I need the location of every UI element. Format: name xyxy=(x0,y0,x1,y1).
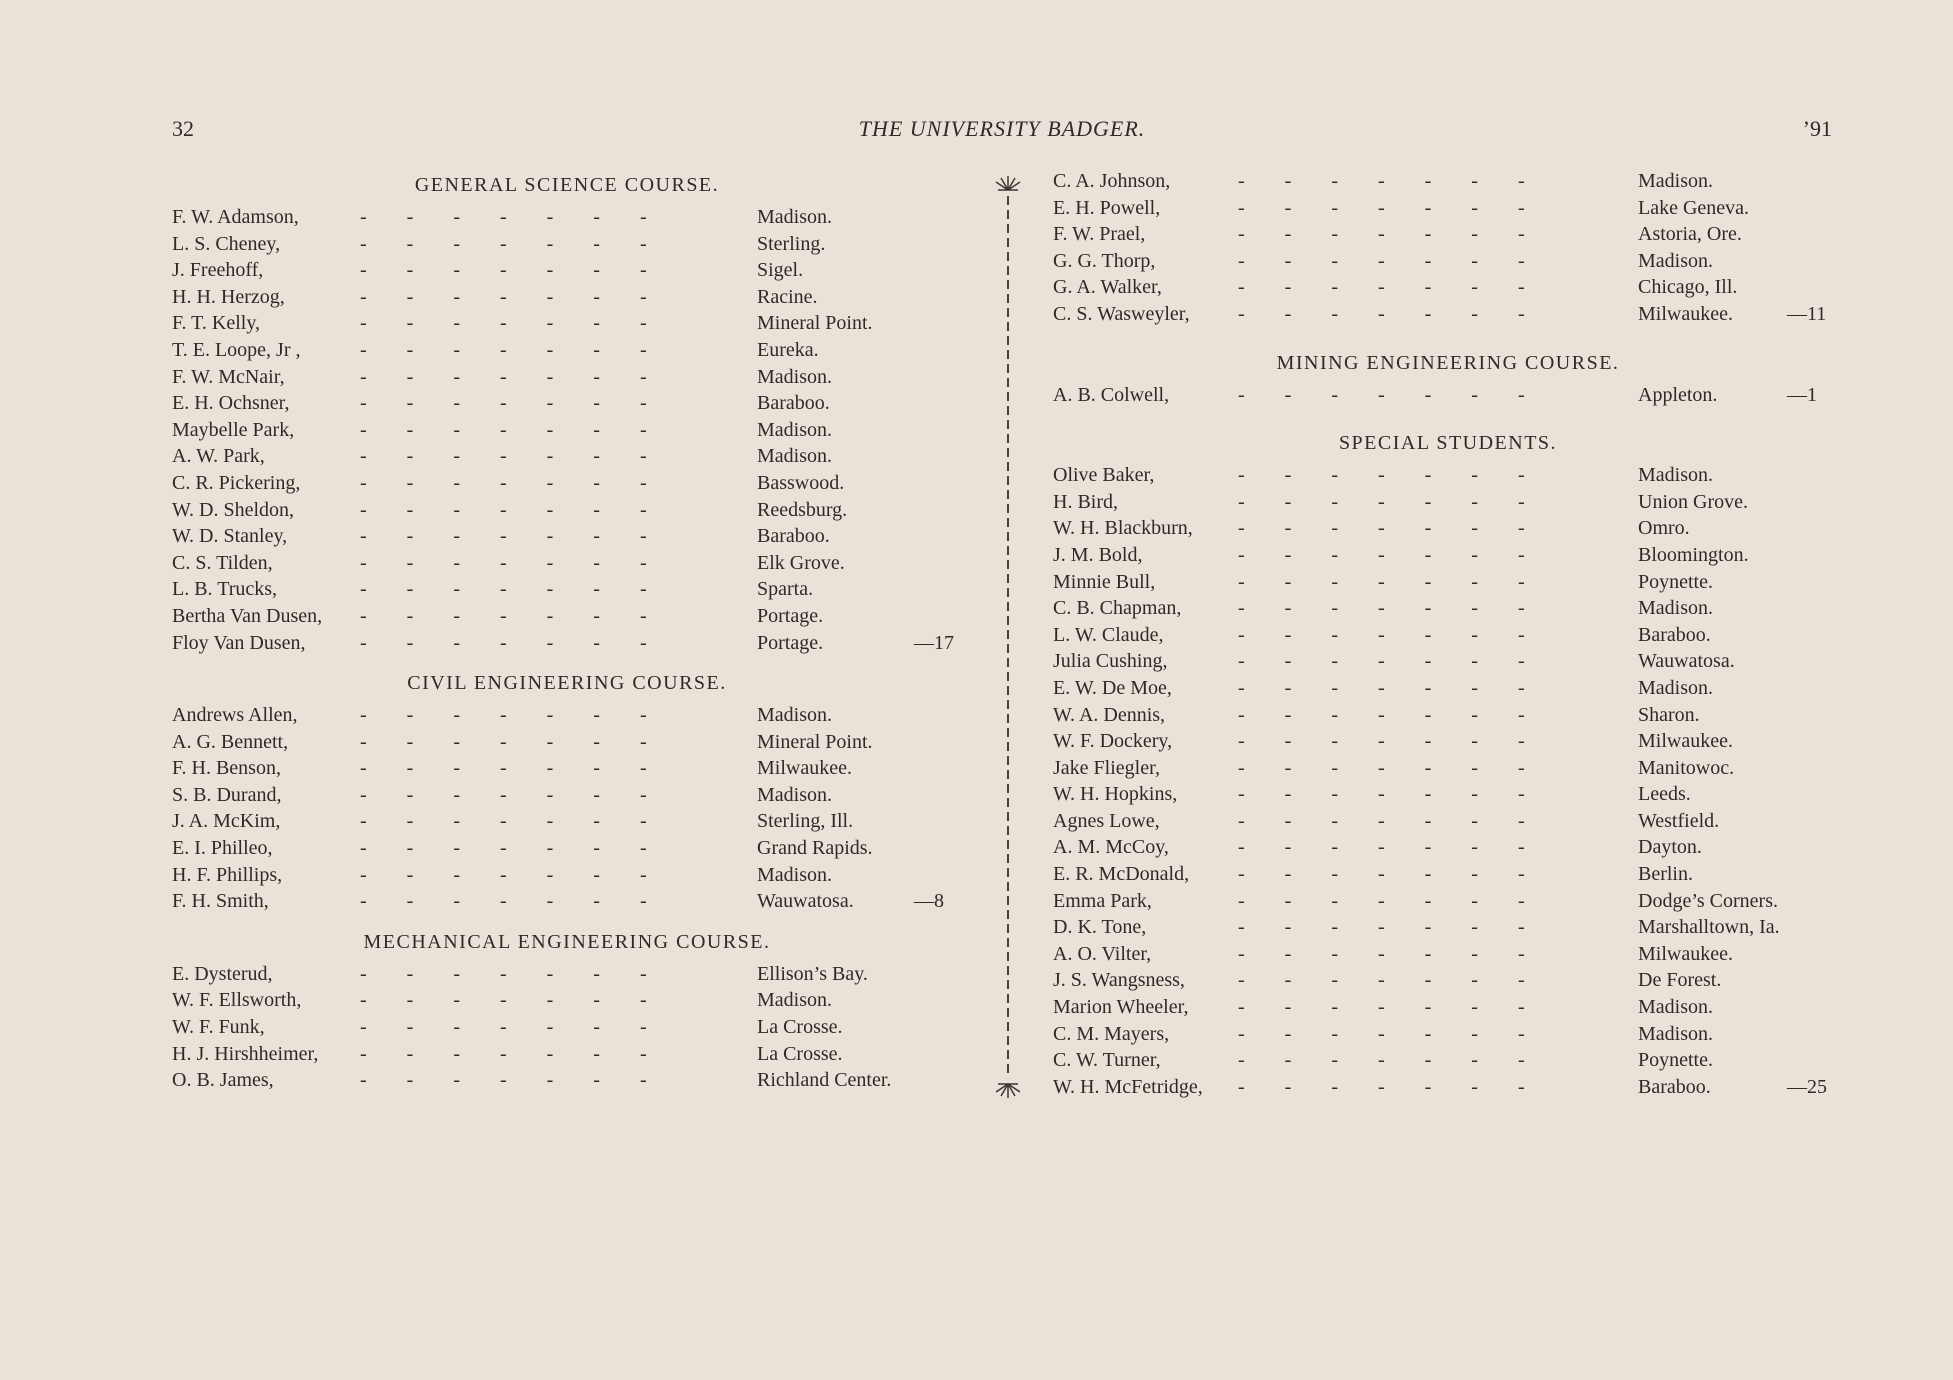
list-item xyxy=(172,310,962,337)
hometown: Chicago, Ill. xyxy=(1638,276,1738,299)
student-name: W. F. Ellsworth, xyxy=(172,989,302,1012)
hometown: Madison. xyxy=(757,418,832,441)
hometown: La Crosse. xyxy=(757,1042,843,1065)
dash-leader: - - - - - - - xyxy=(360,757,647,780)
student-list-mining-engineering xyxy=(1053,382,1843,409)
list-item xyxy=(172,1067,962,1094)
dash-leader: - - - - - - - xyxy=(1238,836,1525,859)
list-item xyxy=(172,576,962,603)
list-item xyxy=(172,231,962,258)
list-item xyxy=(1053,168,1843,195)
hometown: Lake Geneva. xyxy=(1638,196,1750,219)
student-name: W. H. Hopkins, xyxy=(1053,783,1178,806)
student-name: C. W. Turner, xyxy=(1053,1049,1161,1072)
section-total: —11 xyxy=(1787,302,1827,325)
student-list-general-science xyxy=(172,204,962,656)
hometown: Elk Grove. xyxy=(757,551,845,574)
dash-leader: - - - - - - - xyxy=(1238,383,1525,406)
list-item xyxy=(1053,702,1843,729)
student-name: L. S. Cheney, xyxy=(172,232,281,255)
dash-leader: - - - - - - - xyxy=(1238,730,1525,753)
list-item xyxy=(1053,622,1843,649)
list-item xyxy=(1053,248,1843,275)
dash-leader: - - - - - - - xyxy=(1238,863,1525,886)
hometown: Madison. xyxy=(1638,170,1713,192)
dash-leader: - - - - - - - xyxy=(1238,1049,1525,1072)
student-name: C. S. Tilden, xyxy=(172,551,273,574)
list-item xyxy=(172,364,962,391)
hometown: Richland Center. xyxy=(757,1069,892,1092)
student-name: S. B. Durand, xyxy=(172,783,282,806)
dash-leader: - - - - - - - xyxy=(1238,517,1525,540)
dash-leader: - - - - - - - xyxy=(360,604,647,627)
list-item xyxy=(172,630,962,657)
list-item xyxy=(1053,569,1843,596)
dash-leader: - - - - - - - xyxy=(1238,783,1525,806)
list-item xyxy=(172,961,962,988)
student-name: D. K. Tone, xyxy=(1053,916,1147,939)
dash-leader: - - - - - - - xyxy=(1238,170,1525,192)
dash-leader: - - - - - - - xyxy=(1238,570,1525,593)
dash-leader: - - - - - - - xyxy=(1238,1022,1525,1045)
student-name: H. J. Hirshheimer, xyxy=(172,1042,319,1065)
year-label: ’91 xyxy=(1802,116,1832,141)
left-column xyxy=(172,168,962,1094)
hometown: Madison. xyxy=(1638,996,1713,1019)
hometown: Berlin. xyxy=(1638,863,1693,886)
student-name: E. Dysterud, xyxy=(172,962,273,985)
list-item xyxy=(1053,994,1843,1021)
list-item xyxy=(1053,808,1843,835)
student-name: A. W. Park, xyxy=(172,445,265,468)
student-name: Maybelle Park, xyxy=(172,418,295,441)
journal-title: THE UNIVERSITY BADGER. xyxy=(858,116,1146,141)
student-name: J. Freehoff, xyxy=(172,259,264,282)
dash-leader: - - - - - - - xyxy=(360,810,647,833)
list-item xyxy=(1053,195,1843,222)
student-name: A. B. Colwell, xyxy=(1053,383,1170,406)
dash-leader: - - - - - - - xyxy=(360,285,647,308)
list-item xyxy=(172,729,962,756)
list-item xyxy=(172,337,962,364)
student-name: F. H. Smith, xyxy=(172,890,269,913)
student-name: E. R. McDonald, xyxy=(1053,863,1190,886)
list-item xyxy=(1053,1047,1843,1074)
hometown: Mineral Point. xyxy=(757,312,873,335)
student-list-special-students xyxy=(1053,462,1843,1100)
dash-leader: - - - - - - - xyxy=(360,989,647,1012)
list-item xyxy=(1053,648,1843,675)
hometown: Basswood. xyxy=(757,471,845,494)
hometown: Eureka. xyxy=(757,338,819,361)
list-item xyxy=(1053,781,1843,808)
right-column xyxy=(1053,168,1843,1100)
dash-leader: - - - - - - - xyxy=(1238,276,1525,299)
hometown: Omro. xyxy=(1638,517,1690,540)
hometown: Baraboo. xyxy=(757,392,830,415)
list-item xyxy=(172,755,962,782)
dash-leader: - - - - - - - xyxy=(360,551,647,574)
dash-leader: - - - - - - - xyxy=(1238,809,1525,832)
list-item xyxy=(1053,1074,1843,1101)
student-name: W. A. Dennis, xyxy=(1053,703,1166,726)
hometown: Madison. xyxy=(757,863,832,886)
list-item xyxy=(1053,914,1843,941)
student-name: W. D. Stanley, xyxy=(172,525,288,548)
dash-leader: - - - - - - - xyxy=(360,365,647,388)
list-item xyxy=(1053,489,1843,516)
list-item xyxy=(172,443,962,470)
student-name: A. G. Bennett, xyxy=(172,730,289,753)
running-head xyxy=(172,116,1832,148)
section-title-mining-engineering: MINING ENGINEERING COURSE. xyxy=(1276,351,1620,374)
dash-leader: - - - - - - - xyxy=(1238,942,1525,965)
student-name: T. E. Loope, Jr , xyxy=(172,338,301,361)
student-name: E. H. Powell, xyxy=(1053,196,1161,219)
hometown: Madison. xyxy=(1638,676,1713,699)
list-item xyxy=(1053,274,1843,301)
list-item xyxy=(1053,595,1843,622)
hometown: Appleton. xyxy=(1638,383,1718,406)
dashed-rule xyxy=(1007,196,1009,1076)
list-item xyxy=(1053,967,1843,994)
dash-leader: - - - - - - - xyxy=(360,578,647,601)
list-item xyxy=(1053,675,1843,702)
dash-leader: - - - - - - - xyxy=(1238,969,1525,992)
dash-leader: - - - - - - - xyxy=(360,863,647,886)
dash-leader: - - - - - - - xyxy=(1238,650,1525,673)
student-list-mechanical-continued xyxy=(1053,168,1843,328)
student-name: J. A. McKim, xyxy=(172,810,281,833)
dash-leader: - - - - - - - xyxy=(360,206,647,228)
student-name: L. B. Trucks, xyxy=(172,578,278,601)
student-name: W. H. McFetridge, xyxy=(1053,1075,1203,1098)
dash-leader: - - - - - - - xyxy=(360,338,647,361)
list-item xyxy=(172,782,962,809)
student-name: C. M. Mayers, xyxy=(1053,1022,1170,1045)
hometown: De Forest. xyxy=(1638,969,1722,992)
student-name: Andrews Allen, xyxy=(172,704,298,727)
list-item xyxy=(1053,755,1843,782)
hometown: Bloomington. xyxy=(1638,543,1749,566)
dash-leader: - - - - - - - xyxy=(360,232,647,255)
hometown: Sterling, Ill. xyxy=(757,810,854,833)
list-item xyxy=(172,497,962,524)
student-name: Olive Baker, xyxy=(1053,464,1155,487)
hometown: Mineral Point. xyxy=(757,730,873,753)
list-item xyxy=(1053,888,1843,915)
list-item xyxy=(1053,221,1843,248)
student-name: C. B. Chapman, xyxy=(1053,597,1182,620)
ornament-icon xyxy=(992,172,1024,192)
hometown: Madison. xyxy=(757,206,832,228)
hometown: Madison. xyxy=(1638,597,1713,620)
student-name: O. B. James, xyxy=(172,1069,274,1092)
section-total: —1 xyxy=(1787,383,1817,406)
hometown: Portage. xyxy=(757,631,824,654)
student-name: H. H. Herzog, xyxy=(172,285,285,308)
hometown: Madison. xyxy=(757,365,832,388)
dash-leader: - - - - - - - xyxy=(1238,996,1525,1019)
dash-leader: - - - - - - - xyxy=(1238,302,1525,325)
list-item xyxy=(1053,861,1843,888)
hometown: Madison. xyxy=(1638,249,1713,272)
hometown: Milwaukee. xyxy=(757,757,852,780)
student-name: A. O. Vilter, xyxy=(1053,942,1152,965)
student-name: F. H. Benson, xyxy=(172,757,281,780)
section-title-mechanical-engineering: MECHANICAL ENGINEERING COURSE. xyxy=(363,930,771,953)
student-name: Jake Fliegler, xyxy=(1053,756,1160,779)
dash-leader: - - - - - - - xyxy=(360,890,647,913)
dash-leader: - - - - - - - xyxy=(1238,223,1525,246)
list-item xyxy=(172,888,962,915)
hometown: Milwaukee. xyxy=(1638,730,1733,753)
dash-leader: - - - - - - - xyxy=(1238,543,1525,566)
hometown: La Crosse. xyxy=(757,1016,843,1039)
hometown: Reedsburg. xyxy=(757,498,848,521)
hometown: Sharon. xyxy=(1638,703,1700,726)
list-item xyxy=(172,470,962,497)
student-name: C. A. Johnson, xyxy=(1053,170,1171,192)
student-name: H. Bird, xyxy=(1053,490,1118,513)
student-name: J. M. Bold, xyxy=(1053,543,1143,566)
hometown: Poynette. xyxy=(1638,570,1713,593)
hometown: Ellison’s Bay. xyxy=(757,962,868,985)
dash-leader: - - - - - - - xyxy=(1238,249,1525,272)
list-item xyxy=(1053,728,1843,755)
dash-leader: - - - - - - - xyxy=(360,471,647,494)
list-item xyxy=(1053,834,1843,861)
list-item xyxy=(172,417,962,444)
list-item xyxy=(172,257,962,284)
hometown: Madison. xyxy=(757,989,832,1012)
student-name: E. W. De Moe, xyxy=(1053,676,1172,699)
student-name: Bertha Van Dusen, xyxy=(172,604,323,627)
student-name: A. M. McCoy, xyxy=(1053,836,1169,859)
dash-leader: - - - - - - - xyxy=(1238,196,1525,219)
dash-leader: - - - - - - - xyxy=(360,631,647,654)
hometown: Racine. xyxy=(757,285,818,308)
dash-leader: - - - - - - - xyxy=(1238,889,1525,912)
hometown: Grand Rapids. xyxy=(757,837,873,860)
dash-leader: - - - - - - - xyxy=(360,1016,647,1039)
student-name: F. W. McNair, xyxy=(172,365,285,388)
student-list-mechanical-engineering xyxy=(172,961,962,1094)
dash-leader: - - - - - - - xyxy=(360,1069,647,1092)
student-name: F. T. Kelly, xyxy=(172,312,261,335)
section-title-civil-engineering: CIVIL ENGINEERING COURSE. xyxy=(407,672,727,695)
dash-leader: - - - - - - - xyxy=(360,837,647,860)
dash-leader: - - - - - - - xyxy=(1238,756,1525,779)
student-list-civil-engineering xyxy=(172,702,962,915)
section-title-special-students: SPECIAL STUDENTS. xyxy=(1338,432,1558,455)
student-name: F. W. Adamson, xyxy=(172,206,299,228)
hometown: Marshalltown, Ia. xyxy=(1638,916,1780,939)
student-name: J. S. Wangsness, xyxy=(1053,969,1185,992)
student-name: Minnie Bull, xyxy=(1053,570,1156,593)
student-name: Emma Park, xyxy=(1053,889,1152,912)
dash-leader: - - - - - - - xyxy=(360,525,647,548)
list-item xyxy=(172,808,962,835)
dash-leader: - - - - - - - xyxy=(360,392,647,415)
dash-leader: - - - - - - - xyxy=(1238,916,1525,939)
dash-leader: - - - - - - - xyxy=(360,259,647,282)
hometown: Sparta. xyxy=(757,578,814,601)
hometown: Baraboo. xyxy=(1638,1075,1711,1098)
ornament-icon xyxy=(992,1082,1024,1102)
dash-leader: - - - - - - - xyxy=(360,730,647,753)
list-item xyxy=(1053,941,1843,968)
hometown: Dodge’s Corners. xyxy=(1638,889,1778,912)
student-name: G. A. Walker, xyxy=(1053,276,1162,299)
dash-leader: - - - - - - - xyxy=(360,1042,647,1065)
list-item xyxy=(172,862,962,889)
column-divider xyxy=(1002,172,1014,1106)
list-item xyxy=(172,204,962,231)
dash-leader: - - - - - - - xyxy=(1238,464,1525,487)
list-item xyxy=(1053,301,1843,328)
section-total: —17 xyxy=(914,631,954,654)
dash-leader: - - - - - - - xyxy=(360,962,647,985)
student-name: Julia Cushing, xyxy=(1053,650,1168,673)
student-name: E. H. Ochsner, xyxy=(172,392,290,415)
page-number: 32 xyxy=(172,116,194,141)
list-item xyxy=(1053,382,1843,409)
hometown: Baraboo. xyxy=(1638,623,1711,646)
student-name: C. R. Pickering, xyxy=(172,471,301,494)
hometown: Leeds. xyxy=(1638,783,1691,806)
student-name: W. H. Blackburn, xyxy=(1053,517,1193,540)
hometown: Milwaukee. xyxy=(1638,942,1733,965)
student-name: C. S. Wasweyler, xyxy=(1053,302,1190,325)
student-name: E. I. Philleo, xyxy=(172,837,273,860)
student-name: W. F. Funk, xyxy=(172,1016,265,1039)
dash-leader: - - - - - - - xyxy=(360,498,647,521)
dash-leader: - - - - - - - xyxy=(360,312,647,335)
student-name: W. D. Sheldon, xyxy=(172,498,295,521)
dash-leader: - - - - - - - xyxy=(360,704,647,727)
hometown: Baraboo. xyxy=(757,525,830,548)
hometown: Poynette. xyxy=(1638,1049,1713,1072)
list-item xyxy=(1053,462,1843,489)
dash-leader: - - - - - - - xyxy=(1238,623,1525,646)
dash-leader: - - - - - - - xyxy=(1238,676,1525,699)
list-item xyxy=(172,390,962,417)
list-item xyxy=(172,1014,962,1041)
hometown: Astoria, Ore. xyxy=(1638,223,1742,246)
student-name: Marion Wheeler, xyxy=(1053,996,1189,1019)
list-item xyxy=(172,550,962,577)
list-item xyxy=(172,284,962,311)
hometown: Madison. xyxy=(757,445,832,468)
dash-leader: - - - - - - - xyxy=(1238,597,1525,620)
dash-leader: - - - - - - - xyxy=(360,783,647,806)
list-item xyxy=(172,835,962,862)
hometown: Portage. xyxy=(757,604,824,627)
hometown: Wauwatosa. xyxy=(1638,650,1735,673)
hometown: Wauwatosa. xyxy=(757,890,854,913)
hometown: Madison. xyxy=(1638,464,1713,487)
dash-leader: - - - - - - - xyxy=(1238,1075,1525,1098)
hometown: Milwaukee. xyxy=(1638,302,1733,325)
student-name: H. F. Phillips, xyxy=(172,863,283,886)
hometown: Sterling. xyxy=(757,232,826,255)
student-name: Floy Van Dusen, xyxy=(172,631,306,654)
student-name: L. W. Claude, xyxy=(1053,623,1164,646)
dash-leader: - - - - - - - xyxy=(1238,703,1525,726)
student-name: G. G. Thorp, xyxy=(1053,249,1156,272)
list-item xyxy=(1053,515,1843,542)
list-item xyxy=(172,1041,962,1068)
hometown: Westfield. xyxy=(1638,809,1720,832)
list-item xyxy=(172,987,962,1014)
student-name: W. F. Dockery, xyxy=(1053,730,1173,753)
hometown: Madison. xyxy=(757,783,832,806)
hometown: Madison. xyxy=(757,704,832,727)
dash-leader: - - - - - - - xyxy=(360,445,647,468)
list-item xyxy=(172,603,962,630)
hometown: Manitowoc. xyxy=(1638,756,1735,779)
list-item xyxy=(1053,542,1843,569)
student-name: F. W. Prael, xyxy=(1053,223,1146,246)
hometown: Dayton. xyxy=(1638,836,1702,859)
hometown: Madison. xyxy=(1638,1022,1713,1045)
hometown: Sigel. xyxy=(757,259,804,282)
list-item xyxy=(172,702,962,729)
student-name: Agnes Lowe, xyxy=(1053,809,1160,832)
section-title-general-science: GENERAL SCIENCE COURSE. xyxy=(414,174,720,196)
dash-leader: - - - - - - - xyxy=(1238,490,1525,513)
list-item xyxy=(172,523,962,550)
dash-leader: - - - - - - - xyxy=(360,418,647,441)
list-item xyxy=(1053,1021,1843,1048)
hometown: Union Grove. xyxy=(1638,490,1748,513)
section-total: —8 xyxy=(914,890,944,913)
section-total: —25 xyxy=(1787,1075,1827,1098)
